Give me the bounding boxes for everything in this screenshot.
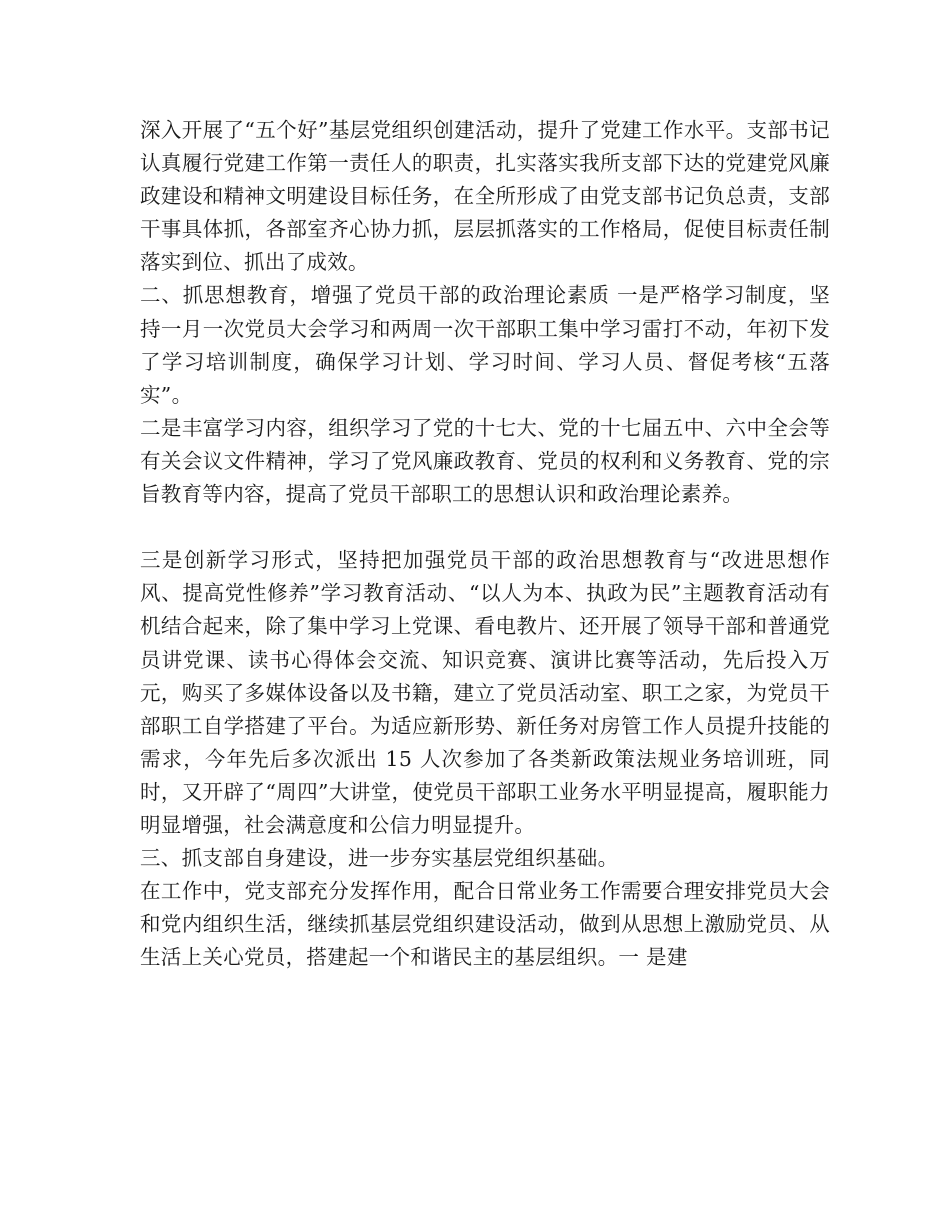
section-heading-branch-building: 三、抓支部自身建设，进一步夯实基层党组织基础。 xyxy=(140,846,619,871)
paragraph-branch-work: 在工作中，党支部充分发挥作用，配合日常业务工作需要合理安排党员大会和党内组织生活，继续抓基层党组织建设活动，做到从思想上激励党员、从生活上关心党员，搭建起一个和谐民主的基层组织。一 是建 xyxy=(140,879,830,970)
document-body xyxy=(140,114,830,974)
paragraph-spacer xyxy=(140,511,830,544)
paragraph-study-forms: 三是创新学习形式，坚持把加强党员干部的政治思想教育与“改进思想作风、提高党性修养”学习教育活动、“以人为本、执政为民”主题教育活动有机结合起来，除了集中学习上党课、看电教片、还开展了领导干部和普通党员讲党课、读书心得体会交流、知识竞赛、演讲比赛等活动，先后投入万元，购买了多媒体设备以及书籍，建立了党员活动室、职工之家，为党员干部职工自学搭建了平台。为适应新形势、新任务对房管工作人员提升技能的需求，今年先后多次派出 15 人次参加了各类新政策法规业务培训班，同时，又开辟了“周四”大讲堂，使党员干部职工业务水平明显提高，履职能力明显增强，社会满意度和公信力明显提升。 xyxy=(140,548,830,837)
paragraph-ideological-education: 二、抓思想教育，增强了党员干部的政治理论素质 一是严格学习制度，坚持一月一次党员大会学习和两周一次干部职工集中学习雷打不动，年初下发了学习培训制度，确保学习计划、学习时间、学习人员、督促考核“五落实”。 xyxy=(140,283,830,407)
paragraph-study-content: 二是丰富学习内容，组织学习了党的十七大、党的十七届五中、六中全会等有关会议文件精神，学习了党风廉政教育、党员的权利和义务教育、党的宗旨教育等内容，提高了党员干部职工的思想认识和政治理论素养。 xyxy=(140,415,830,507)
paragraph-party-building: 深入开展了“五个好”基层党组织创建活动，提升了党建工作水平。支部书记认真履行党建工作第一责任人的职责，扎实落实我所支部下达的党建党风廉政建设和精神文明建设目标任务，在全所形成了由党支部书记负总责，支部干事具体抓，各部室齐心协力抓，层层抓落实的工作格局，促使目标责任制落实到位、抓出了成效。 xyxy=(140,118,830,275)
